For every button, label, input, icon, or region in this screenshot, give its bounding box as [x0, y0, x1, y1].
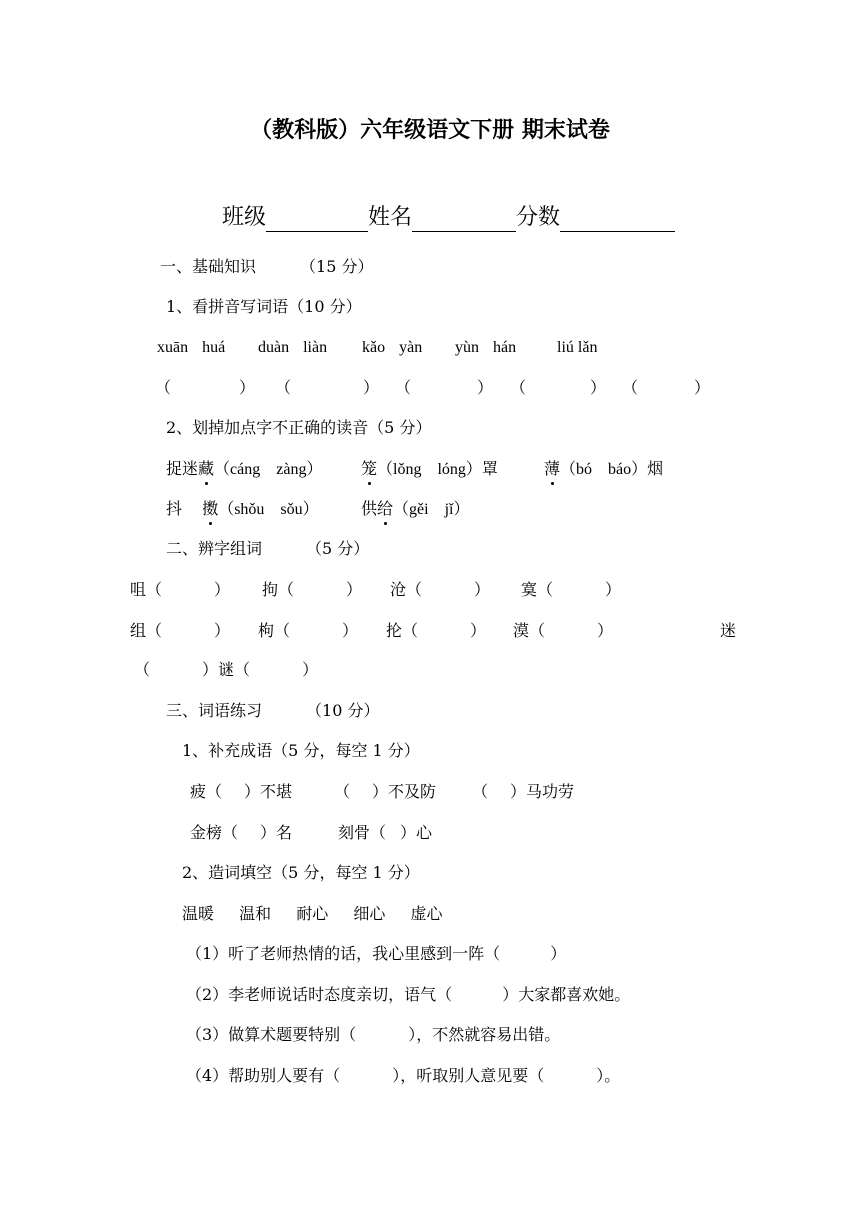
sentence-part: ），听取别人意见要（: [392, 1066, 545, 1085]
name-field[interactable]: [412, 209, 516, 232]
char: 组: [130, 621, 147, 640]
pinyin-syllable: hán: [493, 339, 517, 356]
answer-blank[interactable]: [510, 378, 606, 398]
idiom-part: 疲（: [190, 782, 223, 801]
word-bank-item: 细心: [353, 904, 386, 923]
word-bank-item: 虚心: [410, 904, 443, 923]
paren-close: ）: [239, 378, 256, 397]
pinyin-syllable: liàn: [303, 339, 328, 356]
section3-heading: [166, 701, 379, 721]
idiom-item[interactable]: [334, 782, 436, 802]
pinyin-syllable: yàn: [399, 339, 423, 356]
pinyin-syllable: liú lǎn: [557, 339, 598, 356]
idiom-item[interactable]: [472, 782, 574, 802]
reading-item: [361, 499, 469, 520]
word-bank-item: 温暖: [182, 904, 215, 923]
idiom-part: 刻骨（: [338, 823, 387, 842]
idiom-part: ）心: [400, 823, 433, 842]
pinyin-item: [455, 338, 516, 358]
char-item[interactable]: 组（ ）: [130, 621, 231, 640]
s1-q1-title: 1、看拼音写词语（10 分）: [166, 297, 362, 316]
page-title: [0, 116, 860, 144]
score-label: 分数: [516, 205, 561, 230]
sentence-part: ）: [550, 944, 567, 963]
pinyin-syllable: duàn: [258, 339, 290, 356]
char: 枸: [258, 621, 275, 640]
char-item[interactable]: 寞（ ）: [521, 580, 622, 599]
s3-q1-title: 1、补充成语（5 分，每空 1 分）: [182, 741, 420, 760]
paren-open: （: [275, 378, 292, 397]
idiom-part: ）名: [260, 823, 293, 842]
pinyin-syllable: kǎo: [362, 339, 386, 356]
fill-sentence[interactable]: [186, 944, 566, 964]
char-item[interactable]: 咀（ ）: [130, 580, 231, 599]
section1-points: （15 分）: [300, 257, 374, 276]
idiom-part: ）不及防: [372, 782, 437, 801]
char-item[interactable]: 漠（ ）: [513, 621, 614, 640]
reading-item: [544, 459, 663, 480]
idiom-part: （: [472, 782, 489, 801]
paren-close: ）: [477, 378, 494, 397]
class-label: 班级: [222, 205, 267, 230]
answer-blank[interactable]: [395, 378, 493, 398]
section2-heading-text: 二、辨字组词: [166, 539, 263, 558]
s1-q2-title: 2、划掉加点字不正确的读音（5 分）: [166, 418, 432, 437]
dotted-char: 笼: [361, 459, 378, 478]
dotted-char: 擞: [202, 499, 219, 518]
char: 谜: [218, 660, 235, 679]
idiom-item[interactable]: [190, 782, 292, 802]
score-field[interactable]: [560, 209, 675, 232]
dotted-char: 薄: [544, 459, 561, 478]
idiom-part: 金榜（: [190, 823, 239, 842]
pinyin-item: [362, 338, 422, 358]
section2-heading: [166, 539, 369, 559]
class-field[interactable]: [266, 209, 368, 232]
paren-close: ）: [590, 378, 607, 397]
answer-blank[interactable]: [622, 378, 710, 398]
reading-options[interactable]: （lǒng lóng）: [377, 461, 482, 478]
word-part: 罩: [481, 459, 498, 478]
reading-item: [166, 499, 319, 520]
word-part: 捉迷: [166, 459, 199, 478]
name-label: 姓名: [368, 205, 413, 230]
sentence-part: （3）做算术题要特别（: [186, 1025, 357, 1044]
char: 沧: [390, 580, 407, 599]
paren-open: （: [622, 378, 639, 397]
pinyin-syllable: yùn: [455, 339, 479, 356]
pinyin-item: [258, 338, 327, 358]
reading-item: [361, 459, 498, 480]
answer-blank[interactable]: [275, 378, 379, 398]
paren-open: （: [155, 378, 172, 397]
fill-sentence[interactable]: [186, 1066, 620, 1086]
word-part: 烟: [647, 459, 664, 478]
fill-sentence[interactable]: [186, 985, 630, 1005]
pinyin-syllable: xuān: [157, 339, 189, 356]
idiom-item[interactable]: [338, 823, 432, 843]
answer-blank[interactable]: [155, 378, 255, 398]
sentence-part: ），不然就容易出错。: [408, 1025, 561, 1044]
sentence-part: （4）帮助别人要有（: [186, 1066, 341, 1085]
idiom-part: ）马功劳: [510, 782, 575, 801]
student-info-row: [222, 204, 675, 232]
paren-close: ）: [694, 378, 711, 397]
reading-options[interactable]: （gěi jǐ）: [393, 501, 470, 518]
pinyin-syllable: huá: [202, 339, 226, 356]
char: 漠: [513, 621, 530, 640]
section2-points: （5 分）: [306, 539, 370, 558]
reading-item: [166, 459, 322, 480]
word-bank: [182, 904, 442, 924]
reading-options[interactable]: （shǒu sǒu）: [218, 501, 319, 518]
idiom-part: ）不堪: [244, 782, 293, 801]
char-item[interactable]: （ ）谜（ ）: [134, 660, 319, 679]
dotted-char: 给: [377, 499, 394, 518]
char: 迷: [720, 621, 737, 640]
char: 咀: [130, 580, 147, 599]
page-title-text: （教科版）六年级语文下册 期末试卷: [250, 117, 610, 143]
s3-q2-title: 2、造词填空（5 分，每空 1 分）: [182, 863, 420, 882]
idiom-part: （: [334, 782, 351, 801]
dotted-char: 藏: [198, 459, 215, 478]
pinyin-item: [557, 338, 597, 358]
fill-sentence[interactable]: [186, 1025, 560, 1045]
word-bank-item: 温和: [239, 904, 272, 923]
char: 拘: [262, 580, 279, 599]
word-part: 供: [361, 499, 378, 518]
word-part: 抖: [166, 499, 193, 518]
section3-points: （10 分）: [306, 701, 380, 720]
sentence-part: ）。: [596, 1066, 621, 1085]
section1-heading-text: 一、基础知识: [160, 257, 257, 276]
char: 抡: [386, 621, 403, 640]
sentence-part: （2）李老师说话时态度亲切，语气（: [186, 985, 453, 1004]
char-item[interactable]: 枸（ ）: [258, 621, 359, 640]
word-bank-item: 耐心: [296, 904, 329, 923]
paren-close: ）: [363, 378, 380, 397]
reading-options[interactable]: （cáng zàng）: [214, 461, 323, 478]
section3-heading-text: 三、词语练习: [166, 701, 263, 720]
pinyin-item: [157, 338, 225, 358]
sentence-part: （1）听了老师热情的话，我心里感到一阵（: [186, 944, 501, 963]
idiom-item[interactable]: [190, 823, 292, 843]
char-item[interactable]: 拘（ ）: [262, 580, 363, 599]
reading-options[interactable]: （bó báo）: [560, 461, 648, 478]
char-item[interactable]: 抡（ ）: [386, 621, 487, 640]
char-item[interactable]: 沧（ ）: [390, 580, 491, 599]
paren-open: （: [510, 378, 527, 397]
paren-open: （: [395, 378, 412, 397]
char: 寞: [521, 580, 538, 599]
sentence-part: ）大家都喜欢她。: [502, 985, 631, 1004]
section1-heading: [160, 257, 373, 277]
